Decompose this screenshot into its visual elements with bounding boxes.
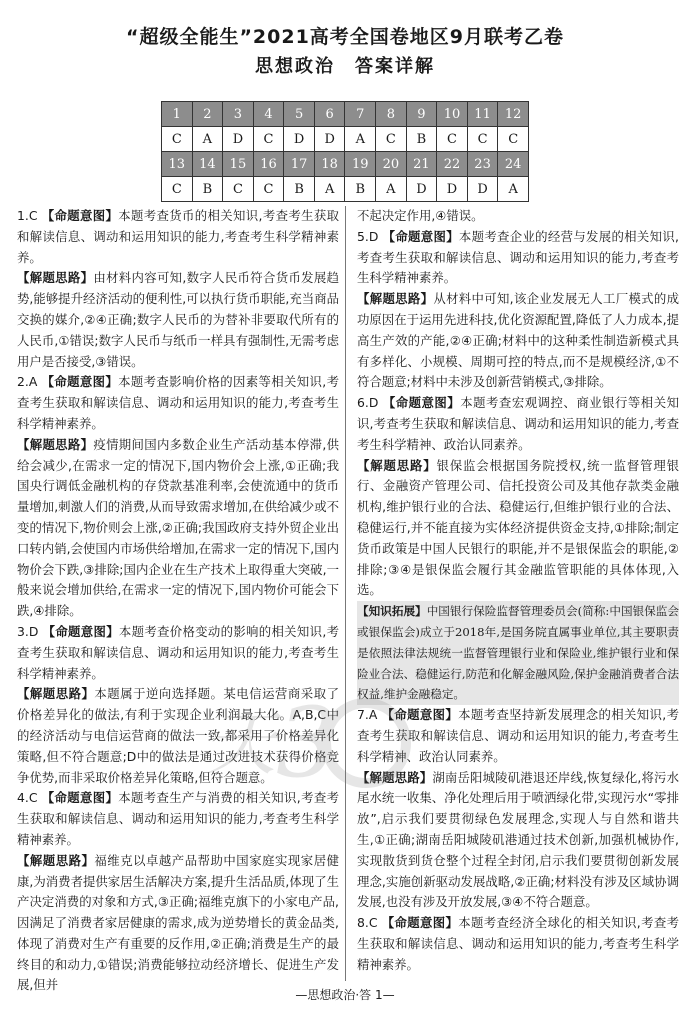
question-number-cell: 17 bbox=[284, 152, 315, 177]
question-number: 2.A bbox=[17, 374, 42, 390]
answer-cell: A bbox=[345, 127, 376, 152]
paragraph-text: 湖南岳阳城陵矶港退还岸线,恢复绿化,将污水尾水统一收集、净化处理后用于喷洒绿化带,实现污水“零排放”,启示我们要贯彻绿色发展理念,实现人与自然和谐共生,①正确;湖南岳阳城陵矶港通过技术创新,加强机械协作,实现散货到货仓整个过程全封闭,启示我们要贯彻创新发展理念,实施创新驱动发展战略,②正确;材料没有涉及区域协调发展,也没有涉及开放发展,③④不符合题意。 bbox=[357, 769, 679, 910]
question-number-cell: 14 bbox=[192, 152, 223, 177]
question-number-cell: 5 bbox=[284, 102, 315, 127]
paragraph-text: 本题考查坚持新发展理念的相关知识,考查考生获取和解读信息、调动和运用知识的能力,考查考生科学精神、政治认同素养。 bbox=[357, 707, 679, 764]
answer-cell: A bbox=[314, 177, 345, 202]
paragraph-text: 本题考查经济全球化的相关知识,考查考生获取和解读信息、调动和运用知识的能力,考查考生科学精神素养。 bbox=[357, 915, 679, 972]
question-number: 6.D bbox=[357, 395, 383, 411]
answer-cell: D bbox=[467, 177, 498, 202]
solution-paragraph bbox=[357, 289, 679, 393]
paragraph-text: 本题考查生产与消费的相关知识,考查考生获取和解读信息、调动和运用知识的能力,考查考生科学精神素养。 bbox=[17, 790, 339, 847]
answer-cell: C bbox=[253, 177, 284, 202]
question-number-cell: 16 bbox=[253, 152, 284, 177]
section-tag: 【解题思路】 bbox=[17, 270, 94, 286]
paragraph-text: 本题考查企业的经营与发展的相关知识,考查考生获取和解读信息、调动和运用知识的能力,考查考生科学精神素养。 bbox=[357, 228, 679, 286]
solution-paragraph bbox=[17, 851, 339, 997]
question-number-cell: 10 bbox=[437, 102, 468, 127]
paragraph-text: 不起决定作用,④错误。 bbox=[357, 208, 484, 223]
watermark-logo bbox=[196, 688, 436, 798]
question-number-cell: 11 bbox=[467, 102, 498, 127]
answer-cell: B bbox=[345, 177, 376, 202]
question-number-cell: 23 bbox=[467, 152, 498, 177]
question-number-cell: 2 bbox=[192, 102, 223, 127]
paragraph-text: 银保监会根据国务院授权,统一监督管理银行、金融资产管理公司、信托投资公司及其他存款类金融机构,维护银行业的合法、稳健运行,但维护银行业的合法、稳健运行,并不能直接为实体经济提供资金支持,①排除;制定货币政策是中国人民银行的职能,并不是银保监会的职能,②排除;③④是银保监会履行其金融监管职能的具体体现,入选。 bbox=[357, 457, 679, 598]
question-heading bbox=[357, 913, 679, 975]
section-tag: 【解题思路】 bbox=[17, 686, 95, 702]
answer-cell: B bbox=[192, 177, 223, 202]
paragraph-text: 中国银行保险监督管理委员会(简称:中国银保监会或银保监会)成立于2018年,是国务院直属事业单位,其主要职责是依照法律法规统一监督管理银行业和保险业,维护银行业和保险业合法、稳健运行,防范和化解金融风险,保护金融消费者合法权益,维护金融稳定。 bbox=[357, 604, 679, 702]
question-heading bbox=[357, 227, 679, 289]
answer-number-row bbox=[162, 102, 529, 127]
left-column bbox=[17, 206, 339, 996]
answer-cell: A bbox=[498, 177, 529, 202]
column-divider bbox=[345, 206, 346, 981]
question-number-cell: 9 bbox=[406, 102, 437, 127]
paragraph-text: 本题考查货币的相关知识,考查考生获取和解读信息、调动和运用知识的能力,考查考生科学精神素养。 bbox=[17, 208, 339, 265]
question-heading bbox=[17, 206, 339, 268]
question-number: 7.A bbox=[357, 707, 382, 723]
section-tag: 【命题意图】 bbox=[381, 915, 459, 931]
question-number-cell: 1 bbox=[162, 102, 193, 127]
answer-cell: A bbox=[192, 127, 223, 152]
section-tag: 【命题意图】 bbox=[41, 374, 119, 390]
answer-cell: B bbox=[284, 177, 315, 202]
answer-cell: D bbox=[284, 127, 315, 152]
paragraph-text: 本题考查影响价格的因素等相关知识,考查考生获取和解读信息、调动和运用知识的能力,考查考生科学精神素养。 bbox=[17, 374, 339, 431]
answer-letter-row bbox=[162, 177, 529, 202]
answer-letter-row bbox=[162, 127, 529, 152]
section-tag: 【命题意图】 bbox=[41, 208, 119, 223]
question-number-cell: 13 bbox=[162, 152, 193, 177]
section-tag: 【命题意图】 bbox=[382, 228, 459, 244]
question-number-cell: 7 bbox=[345, 102, 376, 127]
question-number-cell: 20 bbox=[376, 152, 407, 177]
section-tag: 【命题意图】 bbox=[381, 707, 459, 723]
question-number-cell: 24 bbox=[498, 152, 529, 177]
solution-paragraph bbox=[357, 206, 679, 227]
question-number-cell: 21 bbox=[406, 152, 437, 177]
solution-paragraph bbox=[357, 456, 679, 602]
paragraph-text: 福维克以卓越产品帮助中国家庭实现家居健康,为消费者提供家居生活解决方案,提升生活品质,体现了生产决定消费的对象和方式,③正确;福维克旗下的小家电产品,因满足了消费者家居健康的需求,成为逆势增长的黄金品类,体现了消费对生产有重要的反作用,②正确;消费是生产的最终目的和动力,①错误;消费能够拉动经济增长、促进生产发展,但并 bbox=[17, 852, 340, 993]
answer-cell: D bbox=[406, 177, 437, 202]
question-heading bbox=[17, 622, 339, 684]
question-number: 1.C bbox=[17, 208, 42, 223]
question-number: 4.C bbox=[17, 790, 42, 806]
right-column bbox=[357, 206, 679, 975]
answer-cell: C bbox=[498, 127, 529, 152]
question-number-cell: 15 bbox=[223, 152, 254, 177]
question-number-cell: 19 bbox=[345, 152, 376, 177]
answer-cell: C bbox=[162, 127, 193, 152]
answer-cell: C bbox=[253, 127, 284, 152]
answer-cell: C bbox=[376, 127, 407, 152]
question-heading bbox=[357, 393, 679, 455]
svg-text:3: 3 bbox=[276, 688, 338, 798]
answer-cell: C bbox=[437, 127, 468, 152]
answer-cell: C bbox=[162, 177, 193, 202]
paragraph-text: 本题考查宏观调控、商业银行等相关知识,考查考生获取和解读信息、调动和运用知识的能力,考查考生科学精神、政治认同素养。 bbox=[357, 395, 680, 452]
section-tag: 【解题思路】 bbox=[17, 852, 95, 868]
svg-text:天: 天 bbox=[206, 703, 276, 785]
question-number: 5.D bbox=[357, 228, 383, 244]
section-tag: 【解题思路】 bbox=[17, 436, 94, 452]
question-number-cell: 4 bbox=[253, 102, 284, 127]
question-number-cell: 22 bbox=[437, 152, 468, 177]
question-number: 8.C bbox=[357, 915, 382, 931]
answer-cell: D bbox=[437, 177, 468, 202]
page-footer: —思想政治·答 1— bbox=[295, 988, 395, 1002]
section-tag: 【命题意图】 bbox=[41, 790, 119, 806]
answer-cell: C bbox=[467, 127, 498, 152]
question-number-cell: 8 bbox=[376, 102, 407, 127]
question-number-cell: 12 bbox=[498, 102, 529, 127]
answer-cell: D bbox=[314, 127, 345, 152]
answer-cell: A bbox=[376, 177, 407, 202]
question-number-cell: 3 bbox=[223, 102, 254, 127]
answer-cell: C bbox=[223, 177, 254, 202]
paragraph-text: 由材料内容可知,数字人民币符合货币发展趋势,能够提升经济活动的便利性,可以执行货币职能,充当商品交换的媒介,②④正确;数字人民币的为替补非要取代所有的人民币,①错误;数字人民币与纸币一样具有强制性,无需考虑用户是否接受,③错误。 bbox=[17, 270, 339, 369]
question-heading bbox=[17, 372, 339, 434]
page-subtitle: 思想政治 答案详解 bbox=[255, 56, 435, 77]
question-number-cell: 6 bbox=[314, 102, 345, 127]
paragraph-text: 本题考查价格变动的影响的相关知识,考查考生获取和解读信息、调动和运用知识的能力,考查考生科学精神素养。 bbox=[17, 623, 339, 681]
question-number-cell: 18 bbox=[314, 152, 345, 177]
paragraph-text: 从材料中可知,该企业发展无人工厂模式的成功原因在于运用先进科技,优化资源配置,降低了人力成本,提高生产效的产能,②④正确;材料中的这种柔性制造新模式具有多样化、小规模、周期可控的特点,而不是规模经济,①不符合题意;材料中未涉及创新营销模式,③排除。 bbox=[357, 291, 679, 390]
page-title: “超级全能生”2021高考全国卷地区9月联考乙卷 bbox=[125, 26, 565, 48]
section-tag: 【解题思路】 bbox=[357, 769, 433, 785]
solution-paragraph bbox=[17, 268, 339, 372]
section-tag: 【解题思路】 bbox=[357, 291, 434, 307]
answer-cell: B bbox=[406, 127, 437, 152]
answer-cell: D bbox=[223, 127, 254, 152]
solution-paragraph bbox=[17, 435, 339, 622]
paragraph-text: 本题属于逆向选择题。某电信运营商采取了价格差异化的做法,有利于实现企业利润最大化。A,B,C中的经济活动与电信运营商的做法一致,都采用了价格差异化策略,但不符合题意;D中的做法是通过改进技术获得价格竞争优势,而非采取价格差异化策略,但符合题意。 bbox=[17, 686, 340, 785]
section-tag: 【知识拓展】 bbox=[357, 604, 427, 619]
paragraph-text: 疫情期间国内多数企业生产活动基本停滞,供给会减少,在需求一定的情况下,国内物价会上涨,①正确;我国央行调低金融机构的存贷款基准利率,会使流通中的货币量增加,刺激人们的消费,从而导致需求增加,在供给减少或不变的情况下,物价则会上涨,②正确;我国政府支持外贸企业出口转内销,会使国内市场供给增加,在需求一定的情况下,国内物价会下跌,③排除;国内企业在生产技术上取得重大突破,一般来说会增加供给,在需求一定的情况下,国内物价可能会下跌,④排除。 bbox=[17, 436, 339, 619]
question-number: 3.D bbox=[17, 623, 43, 639]
answer-number-row bbox=[162, 152, 529, 177]
answer-table bbox=[161, 101, 529, 202]
section-tag: 【命题意图】 bbox=[42, 623, 119, 639]
section-tag: 【命题意图】 bbox=[382, 395, 461, 411]
section-tag: 【解题思路】 bbox=[357, 457, 437, 473]
